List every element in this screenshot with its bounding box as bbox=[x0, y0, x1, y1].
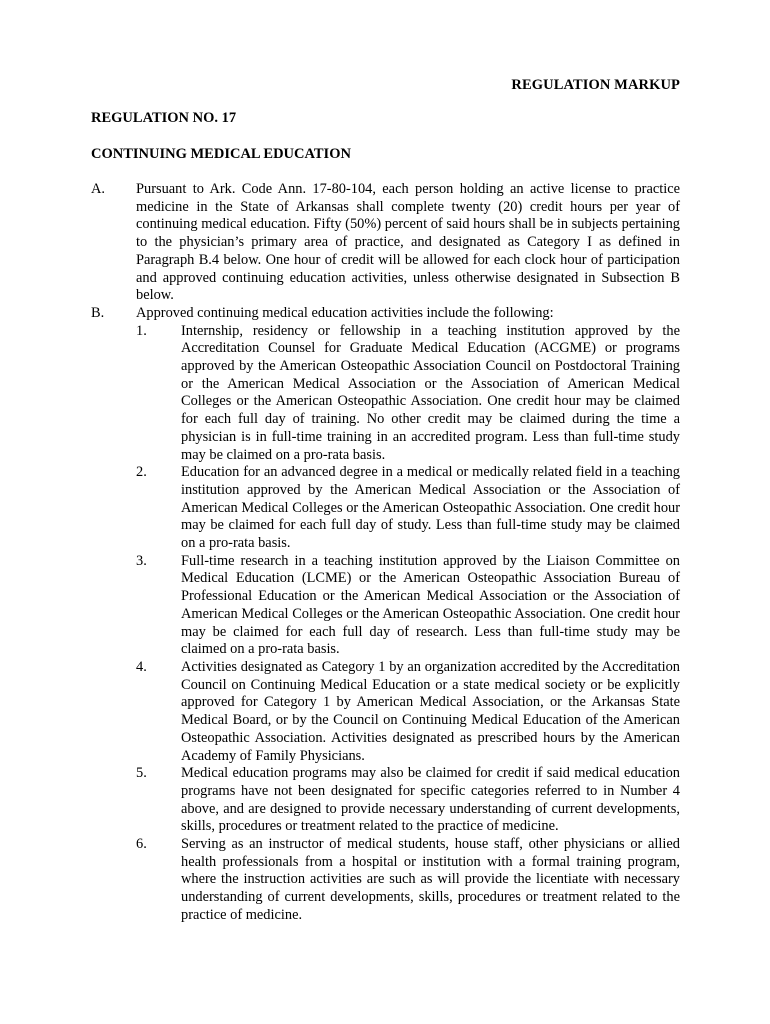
list-item bbox=[136, 553, 680, 659]
section-a bbox=[91, 181, 680, 305]
list-item bbox=[136, 323, 680, 465]
section-a-letter: A. bbox=[91, 181, 105, 197]
list-item-number: 3. bbox=[136, 552, 147, 569]
list-item bbox=[136, 836, 680, 925]
list-item-number: 2. bbox=[136, 464, 147, 481]
regulation-subject: CONTINUING MEDICAL EDUCATION bbox=[91, 146, 351, 162]
list-item-number: 5. bbox=[136, 765, 147, 782]
approved-activities-list bbox=[136, 323, 680, 925]
list-item-text: Activities designated as Category 1 by an organization accredited by the Accreditation Council on Continuing Medical Education or a state medical society or be explicitly approved for Category 1 by American Medical Association, or the Arkansas State Medical Board, or by the Council on Continuing Medical Education of the American Osteopathic Association. Activities designated as prescribed hours by the American Academy of Family Physicians. bbox=[181, 658, 680, 764]
section-b-intro: Approved continuing medical education activities include the following: bbox=[136, 304, 554, 321]
list-item bbox=[136, 464, 680, 553]
section-b bbox=[91, 305, 680, 925]
list-item-number: 6. bbox=[136, 836, 147, 853]
regulation-body bbox=[91, 181, 680, 925]
regulation-number: REGULATION NO. 17 bbox=[91, 110, 237, 126]
list-item-text: Full-time research in a teaching institution approved by the Liaison Committee on Medical Education (LCME) or the American Osteopathic Association Bureau of Professional Education or the American Medical Association or the Association of American Medical Colleges or the American Osteopathic Association. One credit hour may be claimed for each full day of research. Less than full-time study may be claimed on a pro-rata basis. bbox=[181, 552, 680, 658]
list-item-number: 4. bbox=[136, 658, 147, 675]
list-item bbox=[136, 765, 680, 836]
list-item-text: Education for an advanced degree in a medical or medically related field in a teaching institution approved by the American Medical Association or the Association of American Medical Colleges or the American Osteopathic Association. One credit hour may be claimed for each full day of study. Less than full-time study may be claimed on a pro-rata basis. bbox=[181, 464, 680, 552]
list-item-text: Medical education programs may also be claimed for credit if said medical education programs have not been designated for specific categories referred to in Number 4 above, and are designed to provide necessary understanding of current developments, skills, procedures or treatment related to the practice of medicine. bbox=[181, 765, 680, 835]
section-b-letter: B. bbox=[91, 304, 105, 321]
markup-title: REGULATION MARKUP bbox=[511, 77, 680, 93]
list-item bbox=[136, 659, 680, 765]
list-item-text: Serving as an instructor of medical students, house staff, other physicians or allied health professionals from a hospital or institution with a formal training program, where the instruction activities are such as will provide the licentiate with necessary understanding of current developments, skills, procedures or treatment related to the practice of medicine. bbox=[181, 836, 680, 923]
section-a-text: Pursuant to Ark. Code Ann. 17-80-104, each person holding an active license to practice medicine in the State of Arkansas shall complete twenty (20) credit hours per year of continuing medical education. Fifty (50%) percent of said hours shall be in subjects pertaining to the physician’s primary area of practice, and designated as Category I as defined in Paragraph B.4 below. One hour of credit will be allowed for each clock hour of participation and approved continuing education activities, unless otherwise designated in Subsection B below. bbox=[136, 181, 680, 304]
list-item-text: Internship, residency or fellowship in a teaching institution approved by the Accreditation Counsel for Graduate Medical Education (ACGME) or programs approved by the American Osteopathic Association Council on Postdoctoral Training or the American Medical Association or the Association of American Medical Colleges or the American Osteopathic Association. One credit hour may be claimed for each full day of training. No other credit may be claimed during the time a physician is in full-time training in an accredited program. Less than full-time study may be claimed on a pro-rata basis. bbox=[181, 322, 680, 463]
list-item-number: 1. bbox=[136, 322, 147, 339]
